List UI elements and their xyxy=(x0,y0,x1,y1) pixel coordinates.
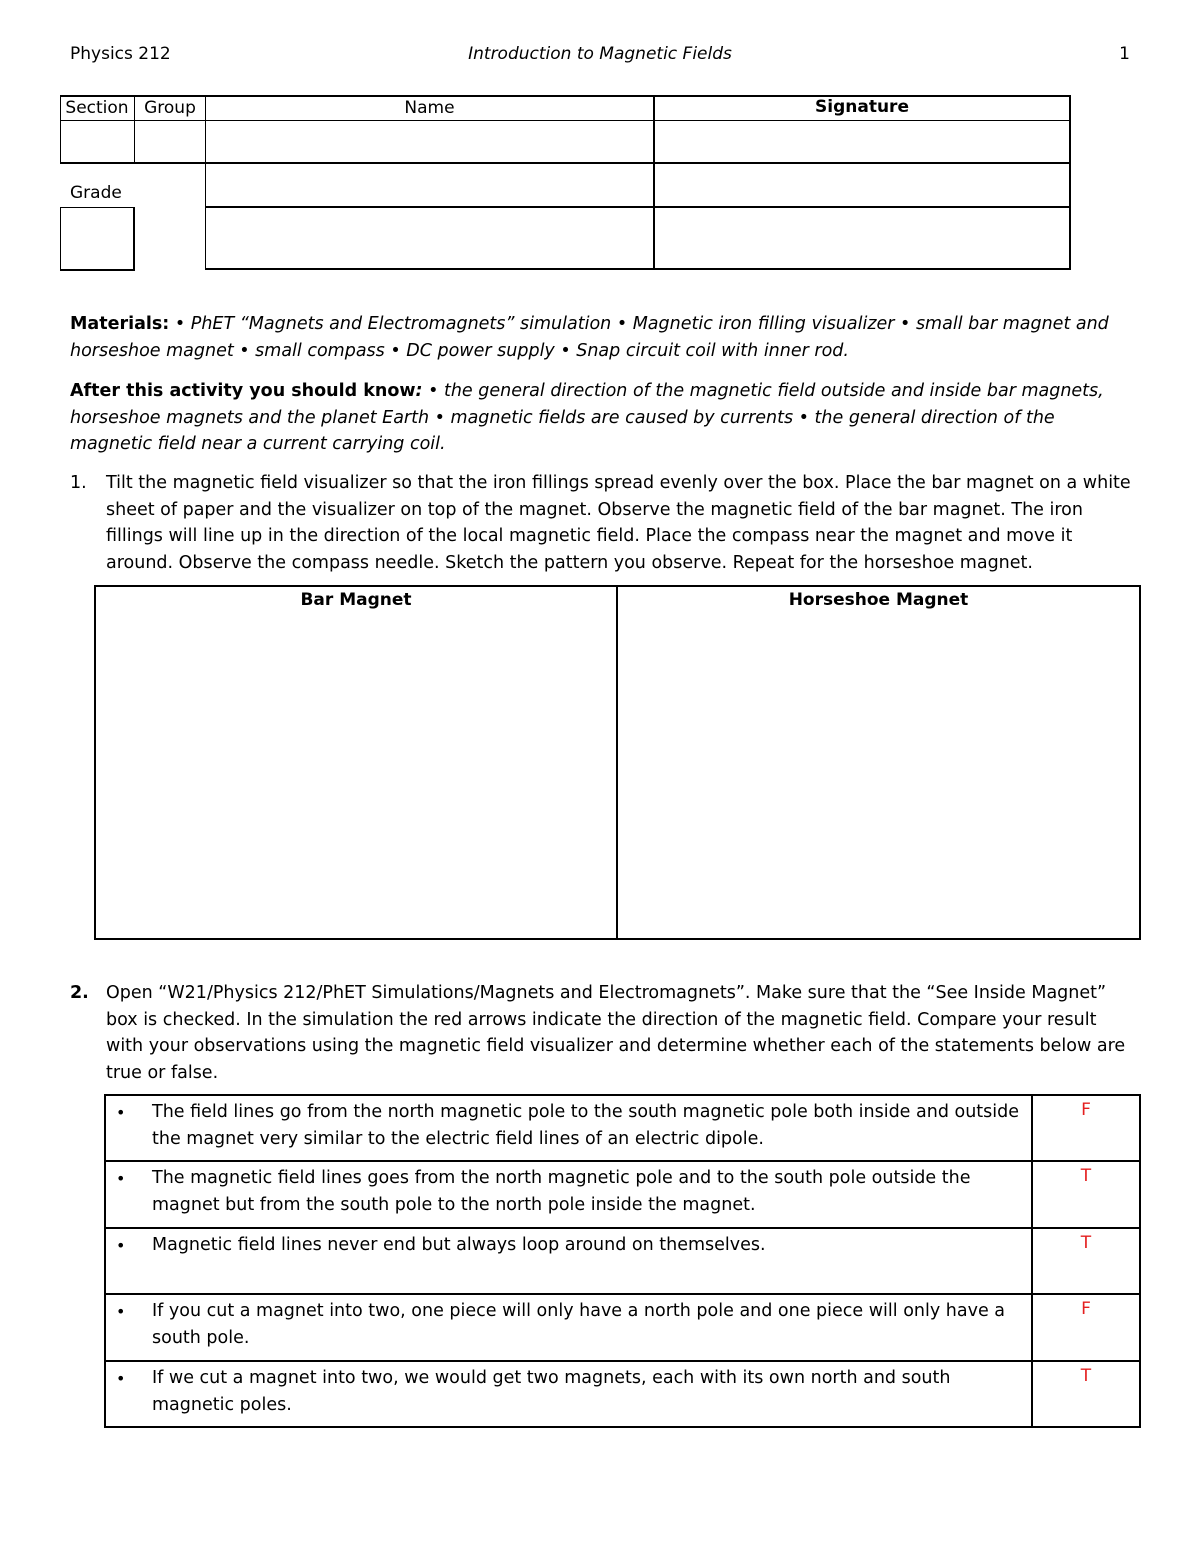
statement-answer[interactable]: T xyxy=(1080,1366,1092,1386)
page-number: 1 xyxy=(1119,44,1130,64)
horseshoe-magnet-sketch-area[interactable] xyxy=(619,615,1138,937)
lab-title: Introduction to Magnetic Fields xyxy=(468,44,732,64)
signature-column-header: Signature xyxy=(815,97,909,117)
question-2-number: 2. xyxy=(70,983,89,1003)
signature-field-1[interactable] xyxy=(655,121,1069,162)
statement-answer[interactable]: T xyxy=(1080,1166,1092,1186)
question-1-number: 1. xyxy=(70,473,87,493)
group-field[interactable] xyxy=(135,121,205,162)
statement-text: If we cut a magnet into two, we would get two magnets, each with its own north and south magnetic poles. xyxy=(152,1368,951,1415)
objectives-label: After this activity you should know xyxy=(70,381,416,401)
question-2-text: Open “W21/Physics 212/PhET Simulations/Magnets and Electromagnets”. Make sure that the “See Inside Magnet” box is checked. In the simulation the red arrows indicate the direction of the magnetic field. Compare your result with your observations using the magnetic field visualizer and determine whether each of the statements below are true or false. xyxy=(106,983,1126,1083)
course-title: Physics 212 xyxy=(70,44,171,64)
group-column-header: Group xyxy=(144,98,196,118)
section-field[interactable] xyxy=(61,121,134,162)
bar-magnet-header: Bar Magnet xyxy=(300,590,412,610)
name-field-3[interactable] xyxy=(206,208,653,268)
statement-text: Magnetic field lines never end but always loop around on themselves. xyxy=(152,1235,766,1255)
materials-label: Materials: xyxy=(70,314,170,334)
signature-field-3[interactable] xyxy=(655,208,1069,268)
materials-paragraph xyxy=(70,311,1130,364)
objectives-colon: : xyxy=(415,381,423,401)
name-field-2[interactable] xyxy=(206,164,653,206)
bullet-icon: • xyxy=(116,1302,126,1321)
bullet-icon: • xyxy=(116,1169,126,1188)
bullet-icon: • xyxy=(116,1369,126,1388)
question-1-text: Tilt the magnetic field visualizer so that the iron fillings spread evenly over the box. Place the bar magnet on a white sheet of paper and the visualizer on top of the magnet. Observe the magnetic field of the bar magnet. The iron fillings will line up in the direction of the local magnetic field. Place the compass near the magnet and move it around. Observe the compass needle. Sketch the pattern you observe. Repeat for the horseshoe magnet. xyxy=(106,473,1131,573)
section-column-header: Section xyxy=(65,98,129,118)
signature-field-2[interactable] xyxy=(655,164,1069,206)
objectives-paragraph xyxy=(70,378,1130,458)
statement-text: The field lines go from the north magnetic pole to the south magnetic pole both inside and outside the magnet very similar to the electric field lines of an electric dipole. xyxy=(152,1102,1020,1149)
horseshoe-magnet-header: Horseshoe Magnet xyxy=(788,590,969,610)
statement-text: If you cut a magnet into two, one piece will only have a north pole and one piece will only have a south pole. xyxy=(152,1301,1006,1348)
statement-answer[interactable]: T xyxy=(1080,1233,1092,1253)
statement-answer[interactable]: F xyxy=(1081,1100,1091,1120)
statement-answer[interactable]: F xyxy=(1081,1299,1091,1319)
name-column-header: Name xyxy=(404,98,455,118)
bullet-icon: • xyxy=(116,1236,126,1255)
bar-magnet-sketch-area[interactable] xyxy=(97,615,615,937)
grade-box[interactable] xyxy=(60,207,135,271)
statement-text: The magnetic field lines goes from the north magnetic pole and to the south pole outside the magnet but from the south pole to the north pole inside the magnet. xyxy=(152,1168,971,1215)
bullet-icon: • xyxy=(116,1103,126,1122)
objectives-list: • the general direction of the magnetic field outside and inside bar magnets, horseshoe magnets and the planet Earth • magnetic fields are caused by currents • the general direction of the magnetic field near a current carrying coil. xyxy=(70,381,1104,454)
materials-list: • PhET “Magnets and Electromagnets” simulation • Magnetic iron filling visualizer • small bar magnet and horseshoe magnet • small compass • DC power supply • Snap circuit coil with inner rod. xyxy=(70,314,1109,361)
grade-label: Grade xyxy=(70,183,122,203)
name-field-1[interactable] xyxy=(206,121,653,162)
